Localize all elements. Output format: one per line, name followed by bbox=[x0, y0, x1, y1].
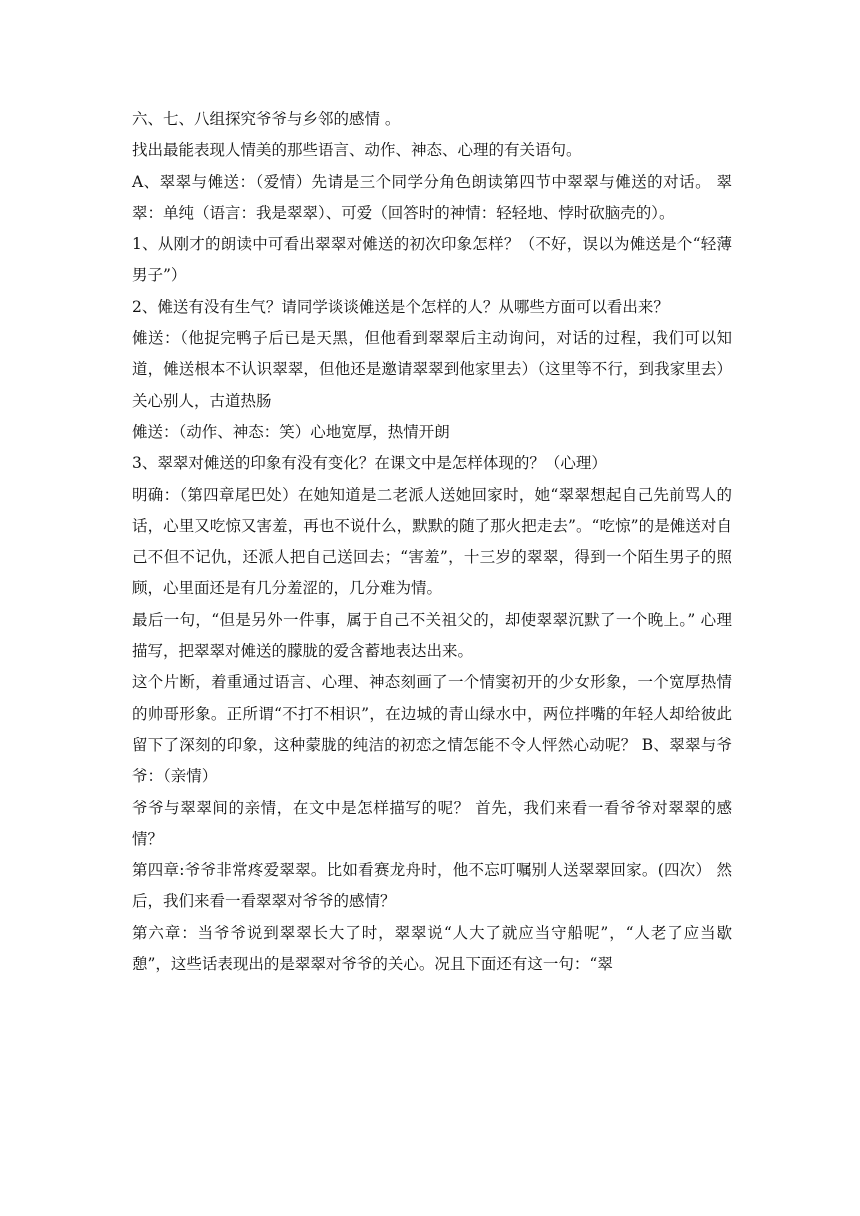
paragraph-nuosong-answer-1: 傩送：（他捉完鸭子后已是天黑，但他看到翠翠后主动询问，对话的过程，我们可以知道，傩送根本不认识翠翠，但他还是邀请翠翠到他家里去）（这里等不行，到我家里去）关心别人，古道热肠 bbox=[132, 329, 732, 410]
paragraph-last-sentence: 最后一句，“但是另外一件事，属于自己不关祖父的，却使翠翠沉默了一个晚上。” 心理描写，把翠翠对傩送的朦胧的爱含蓄地表达出来。 bbox=[132, 610, 732, 661]
paragraph-clarification: 明确：（第四章尾巴处）在她知道是二老派人送她回家时，她“翠翠想起自己先前骂人的话，心里又吃惊又害羞，再也不说什么，默默的随了那火把走去”。“吃惊”的是傩送对自己不但不记仇，还派人把自己送回去；“害羞”，十三岁的翠翠，得到一个陌生男子的照顾，心里面还是有几分羞涩的，几分难为情。 bbox=[132, 485, 732, 598]
paragraph-section-a: A、翠翠与傩送：（爱情）先请是三个同学分角色朗读第四节中翠翠与傩送的对话。 翠翠：单纯（语言：我是翠翠）、可爱（回答时的神情：轻轻地、悖时砍脑壳的）。 bbox=[132, 172, 732, 222]
paragraph-task: 找出最能表现人情美的那些语言、动作、神态、心理的有关语句。 bbox=[132, 141, 582, 160]
paragraph-group-heading: 六、七、八组探究爷爷与乡邻的感情 。 bbox=[132, 110, 401, 128]
paragraph-question-2: 2、傩送有没有生气？请同学谈谈傩送是个怎样的人？从哪些方面可以看出来？ bbox=[132, 297, 669, 316]
paragraph-grandpa-affection: 爷爷与翠翠间的亲情，在文中是怎样描写的呢？ 首先，我们来看一看爷爷对翠翠的感情？ bbox=[132, 798, 732, 848]
paragraph-nuosong-answer-2: 傩送：（动作、神态：笑）心地宽厚，热情开朗 bbox=[132, 422, 450, 441]
paragraph-question-3: 3、翠翠对傩送的印象有没有变化？在课文中是怎样体现的？（心理） bbox=[132, 454, 607, 473]
paragraph-question-1: 1、从刚才的朗读中可看出翠翠对傩送的初次印象怎样？（不好，误以为傩送是个“轻薄男子”） bbox=[132, 235, 732, 285]
paragraph-summary: 这个片断，着重通过语言、心理、神态刻画了一个情窦初开的少女形象，一个宽厚热情的帅哥形象。正所谓“不打不相识”，在边城的青山绿水中，两位拌嘴的年轻人却给彼此留下了深刻的印象，这种蒙胧的纯洁的初恋之情怎能不令人怦然心动呢？ B、翠翠与爷爷：（亲情） bbox=[132, 673, 732, 786]
paragraph-chapter-six: 第六章：当爷爷说到翠翠长大了时，翠翠说“人大了就应当守船呢”，“人老了应当歇憩”，这些话表现出的是翠翠对爷爷的关心。况且下面还有这一句：“翠 bbox=[132, 923, 732, 974]
paragraph-chapter-four: 第四章:爷爷非常疼爱翠翠。比如看赛龙舟时，他不忘叮嘱别人送翠翠回家。(四次） 然后，我们来看一看翠翠对爷爷的感情？ bbox=[132, 861, 732, 911]
document-body bbox=[132, 104, 732, 980]
